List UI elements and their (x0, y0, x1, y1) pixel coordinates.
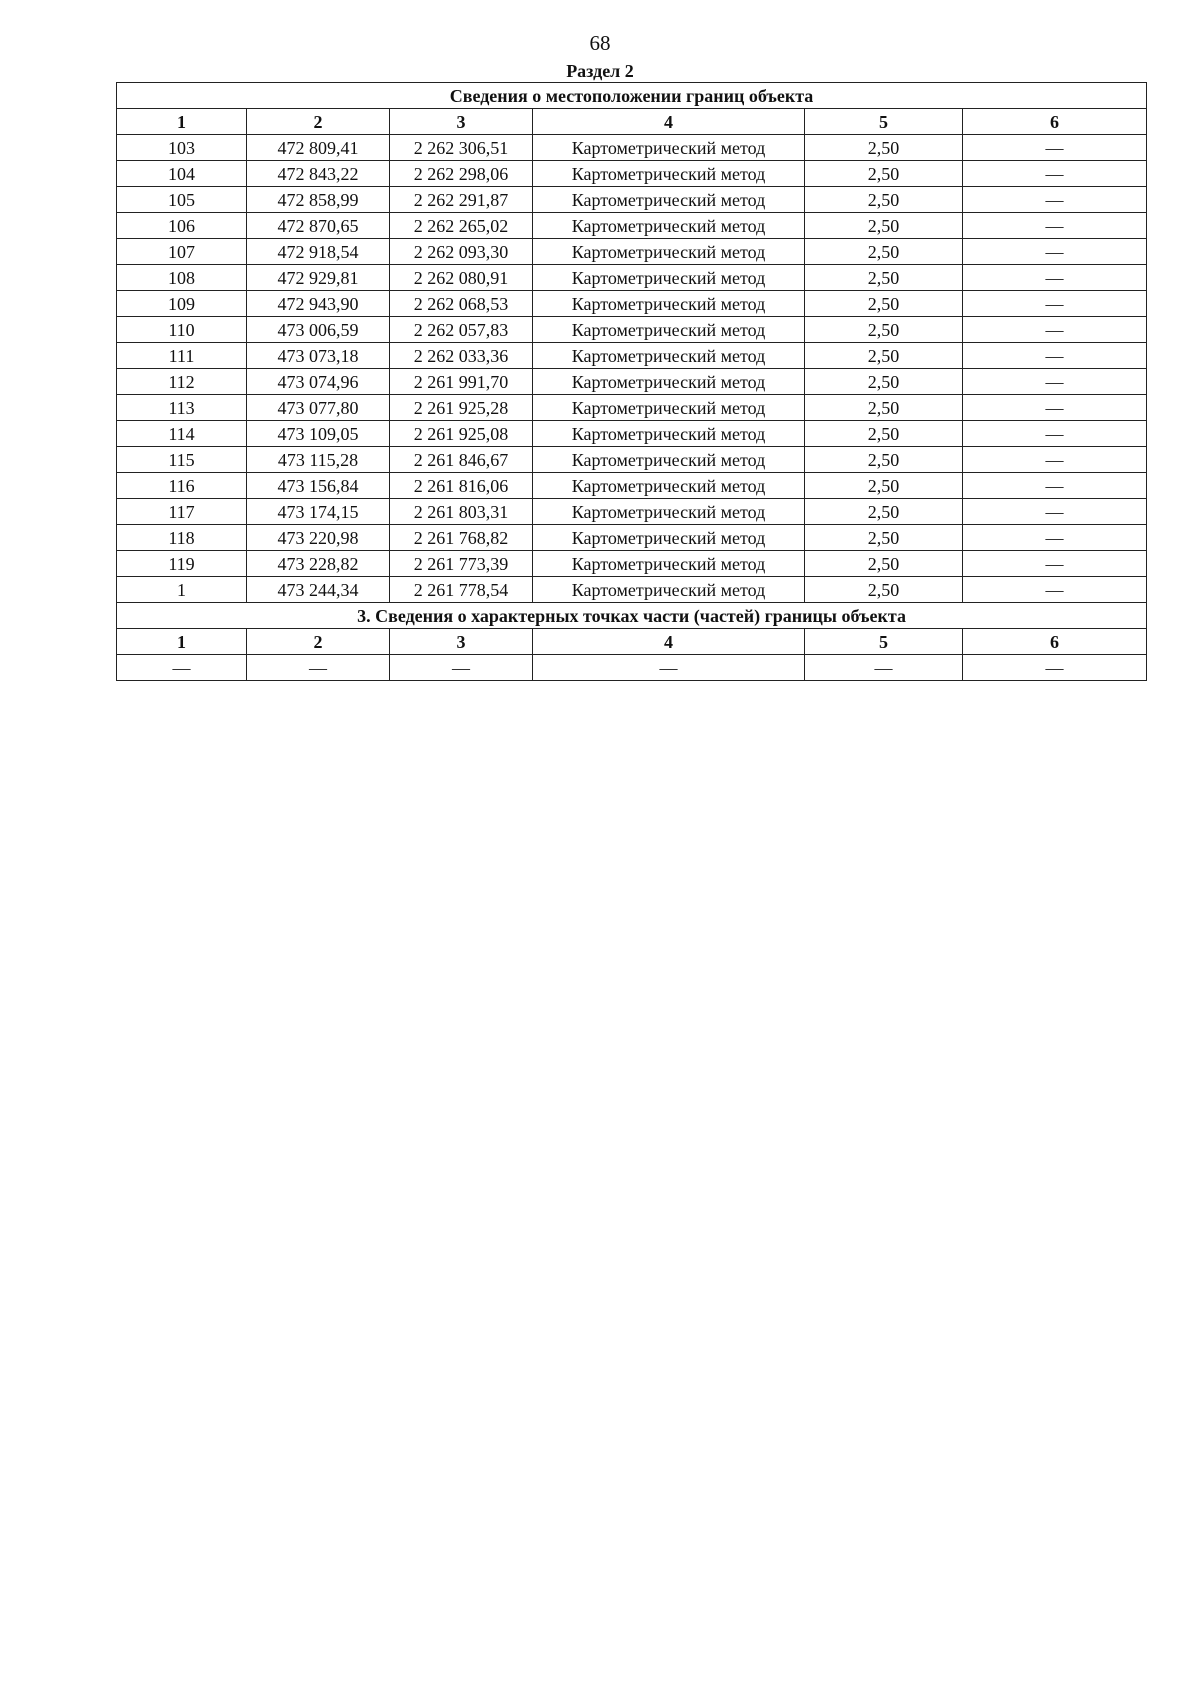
table-cell-1: 107 (117, 239, 247, 265)
column-number-2: 2 (247, 109, 390, 135)
table-cell-3: 2 262 057,83 (390, 317, 533, 343)
table-cell-3: 2 262 080,91 (390, 265, 533, 291)
table-cell-6: — (963, 343, 1147, 369)
table-cell-1: 113 (117, 395, 247, 421)
table-cell-4: Картометрический метод (533, 291, 805, 317)
table-cell-4: Картометрический метод (533, 551, 805, 577)
column-number-1: 1 (117, 109, 247, 135)
table-cell-6: — (963, 369, 1147, 395)
table-cell-1: 103 (117, 135, 247, 161)
table-cell-4: Картометрический метод (533, 135, 805, 161)
table-cell-2: 472 943,90 (247, 291, 390, 317)
table-cell-2: 473 244,34 (247, 577, 390, 603)
table-cell-1: 104 (117, 161, 247, 187)
table-cell-1: 116 (117, 473, 247, 499)
table-cell-6: — (963, 291, 1147, 317)
table-row (117, 135, 1147, 161)
table-cell-5: 2,50 (805, 447, 963, 473)
table-cell-2: 473 109,05 (247, 421, 390, 447)
table-cell-2: 472 929,81 (247, 265, 390, 291)
table-cell-4: Картометрический метод (533, 213, 805, 239)
table-cell-6: — (963, 499, 1147, 525)
table-cell-4: Картометрический метод (533, 239, 805, 265)
column-number-3: 3 (390, 629, 533, 655)
table-row (117, 421, 1147, 447)
table-cell-6: — (963, 213, 1147, 239)
table-row (117, 369, 1147, 395)
table-cell-3: 2 262 033,36 (390, 343, 533, 369)
table-row (117, 473, 1147, 499)
table-cell-2: 472 843,22 (247, 161, 390, 187)
table-cell-1: 110 (117, 317, 247, 343)
table-cell-3: 2 262 068,53 (390, 291, 533, 317)
table-cell-3: 2 261 846,67 (390, 447, 533, 473)
table-cell-6: — (963, 551, 1147, 577)
column-number-3: 3 (390, 109, 533, 135)
column-number-1: 1 (117, 629, 247, 655)
table-row (117, 213, 1147, 239)
table-cell-3: 2 262 291,87 (390, 187, 533, 213)
table-cell-5: 2,50 (805, 525, 963, 551)
table-cell-5: 2,50 (805, 187, 963, 213)
table-cell-4: — (533, 655, 805, 681)
table-cell-2: 473 073,18 (247, 343, 390, 369)
table-row (117, 239, 1147, 265)
table-cell-5: 2,50 (805, 213, 963, 239)
column-number-6: 6 (963, 109, 1147, 135)
table-cell-1: 117 (117, 499, 247, 525)
table-cell-2: 472 918,54 (247, 239, 390, 265)
table-cell-5: 2,50 (805, 265, 963, 291)
table-cell-3: 2 261 925,08 (390, 421, 533, 447)
coordinates-table-body (117, 83, 1147, 681)
column-number-2: 2 (247, 629, 390, 655)
table-cell-4: Картометрический метод (533, 577, 805, 603)
table-cell-2: 473 006,59 (247, 317, 390, 343)
table-cell-5: 2,50 (805, 239, 963, 265)
table-cell-5: 2,50 (805, 421, 963, 447)
table-cell-6: — (963, 161, 1147, 187)
table-cell-6: — (963, 525, 1147, 551)
table-cell-2: 472 870,65 (247, 213, 390, 239)
table-row (117, 187, 1147, 213)
table-cell-6: — (963, 655, 1147, 681)
table-cell-6: — (963, 239, 1147, 265)
table-row (117, 265, 1147, 291)
table-cell-3: 2 262 093,30 (390, 239, 533, 265)
coordinates-table (116, 82, 1147, 681)
column-number-4: 4 (533, 629, 805, 655)
table-cell-5: 2,50 (805, 161, 963, 187)
column-number-4: 4 (533, 109, 805, 135)
table-cell-5: — (805, 655, 963, 681)
table-cell-2: 472 809,41 (247, 135, 390, 161)
table-cell-1: — (117, 655, 247, 681)
table-cell-1: 109 (117, 291, 247, 317)
table-cell-5: 2,50 (805, 317, 963, 343)
table-row (117, 577, 1147, 603)
column-number-5: 5 (805, 629, 963, 655)
table-cell-3: 2 261 768,82 (390, 525, 533, 551)
table-cell-2: — (247, 655, 390, 681)
table-cell-6: — (963, 187, 1147, 213)
table-cell-3: — (390, 655, 533, 681)
table2-title-row (117, 603, 1147, 629)
table1-header-row (117, 109, 1147, 135)
table-cell-6: — (963, 135, 1147, 161)
table-cell-4: Картометрический метод (533, 187, 805, 213)
table-cell-4: Картометрический метод (533, 161, 805, 187)
table-cell-6: — (963, 265, 1147, 291)
table-cell-2: 473 115,28 (247, 447, 390, 473)
table-cell-4: Картометрический метод (533, 525, 805, 551)
table-cell-2: 473 174,15 (247, 499, 390, 525)
table-cell-5: 2,50 (805, 577, 963, 603)
table-cell-1: 119 (117, 551, 247, 577)
table-cell-2: 473 156,84 (247, 473, 390, 499)
table-row (117, 655, 1147, 681)
table-cell-3: 2 261 803,31 (390, 499, 533, 525)
table-cell-3: 2 261 816,06 (390, 473, 533, 499)
table-cell-2: 473 228,82 (247, 551, 390, 577)
section-title: Раздел 2 (566, 61, 634, 81)
table-row (117, 161, 1147, 187)
table-cell-2: 473 077,80 (247, 395, 390, 421)
table-cell-1: 111 (117, 343, 247, 369)
table-cell-3: 2 261 991,70 (390, 369, 533, 395)
table1-title-row (117, 83, 1147, 109)
table-cell-1: 106 (117, 213, 247, 239)
table-cell-3: 2 262 298,06 (390, 161, 533, 187)
column-number-5: 5 (805, 109, 963, 135)
table-cell-4: Картометрический метод (533, 317, 805, 343)
table-row (117, 395, 1147, 421)
table-cell-5: 2,50 (805, 395, 963, 421)
table-cell-6: — (963, 395, 1147, 421)
table-cell-5: 2,50 (805, 291, 963, 317)
table-cell-3: 2 261 925,28 (390, 395, 533, 421)
table-row (117, 551, 1147, 577)
table-cell-6: — (963, 447, 1147, 473)
table-cell-6: — (963, 421, 1147, 447)
table-cell-4: Картометрический метод (533, 265, 805, 291)
table2-title: 3. Сведения о характерных точках части (частей) границы объекта (117, 603, 1147, 629)
table1-title: Сведения о местоположении границ объекта (117, 83, 1147, 109)
table-cell-2: 473 074,96 (247, 369, 390, 395)
table-row (117, 525, 1147, 551)
table-cell-5: 2,50 (805, 499, 963, 525)
table-cell-4: Картометрический метод (533, 499, 805, 525)
table-row (117, 291, 1147, 317)
table-cell-3: 2 261 773,39 (390, 551, 533, 577)
table-row (117, 447, 1147, 473)
table-cell-4: Картометрический метод (533, 473, 805, 499)
table-cell-2: 472 858,99 (247, 187, 390, 213)
table-cell-4: Картометрический метод (533, 343, 805, 369)
table-cell-6: — (963, 473, 1147, 499)
table2-header-row (117, 629, 1147, 655)
column-number-6: 6 (963, 629, 1147, 655)
table-cell-1: 114 (117, 421, 247, 447)
table-cell-5: 2,50 (805, 551, 963, 577)
table-cell-1: 118 (117, 525, 247, 551)
table-cell-4: Картометрический метод (533, 447, 805, 473)
table-cell-3: 2 262 265,02 (390, 213, 533, 239)
table-cell-5: 2,50 (805, 135, 963, 161)
table-row (117, 317, 1147, 343)
table-cell-5: 2,50 (805, 369, 963, 395)
table-cell-3: 2 262 306,51 (390, 135, 533, 161)
page-number: 68 (589, 31, 611, 55)
table-cell-5: 2,50 (805, 343, 963, 369)
table-cell-1: 105 (117, 187, 247, 213)
table-cell-1: 112 (117, 369, 247, 395)
table-cell-4: Картометрический метод (533, 421, 805, 447)
table-cell-5: 2,50 (805, 473, 963, 499)
table-cell-4: Картометрический метод (533, 395, 805, 421)
table-cell-2: 473 220,98 (247, 525, 390, 551)
table-row (117, 499, 1147, 525)
table-cell-1: 115 (117, 447, 247, 473)
table-cell-6: — (963, 317, 1147, 343)
table-cell-1: 108 (117, 265, 247, 291)
table-cell-4: Картометрический метод (533, 369, 805, 395)
table-cell-3: 2 261 778,54 (390, 577, 533, 603)
table-row (117, 343, 1147, 369)
table-cell-1: 1 (117, 577, 247, 603)
table-cell-6: — (963, 577, 1147, 603)
